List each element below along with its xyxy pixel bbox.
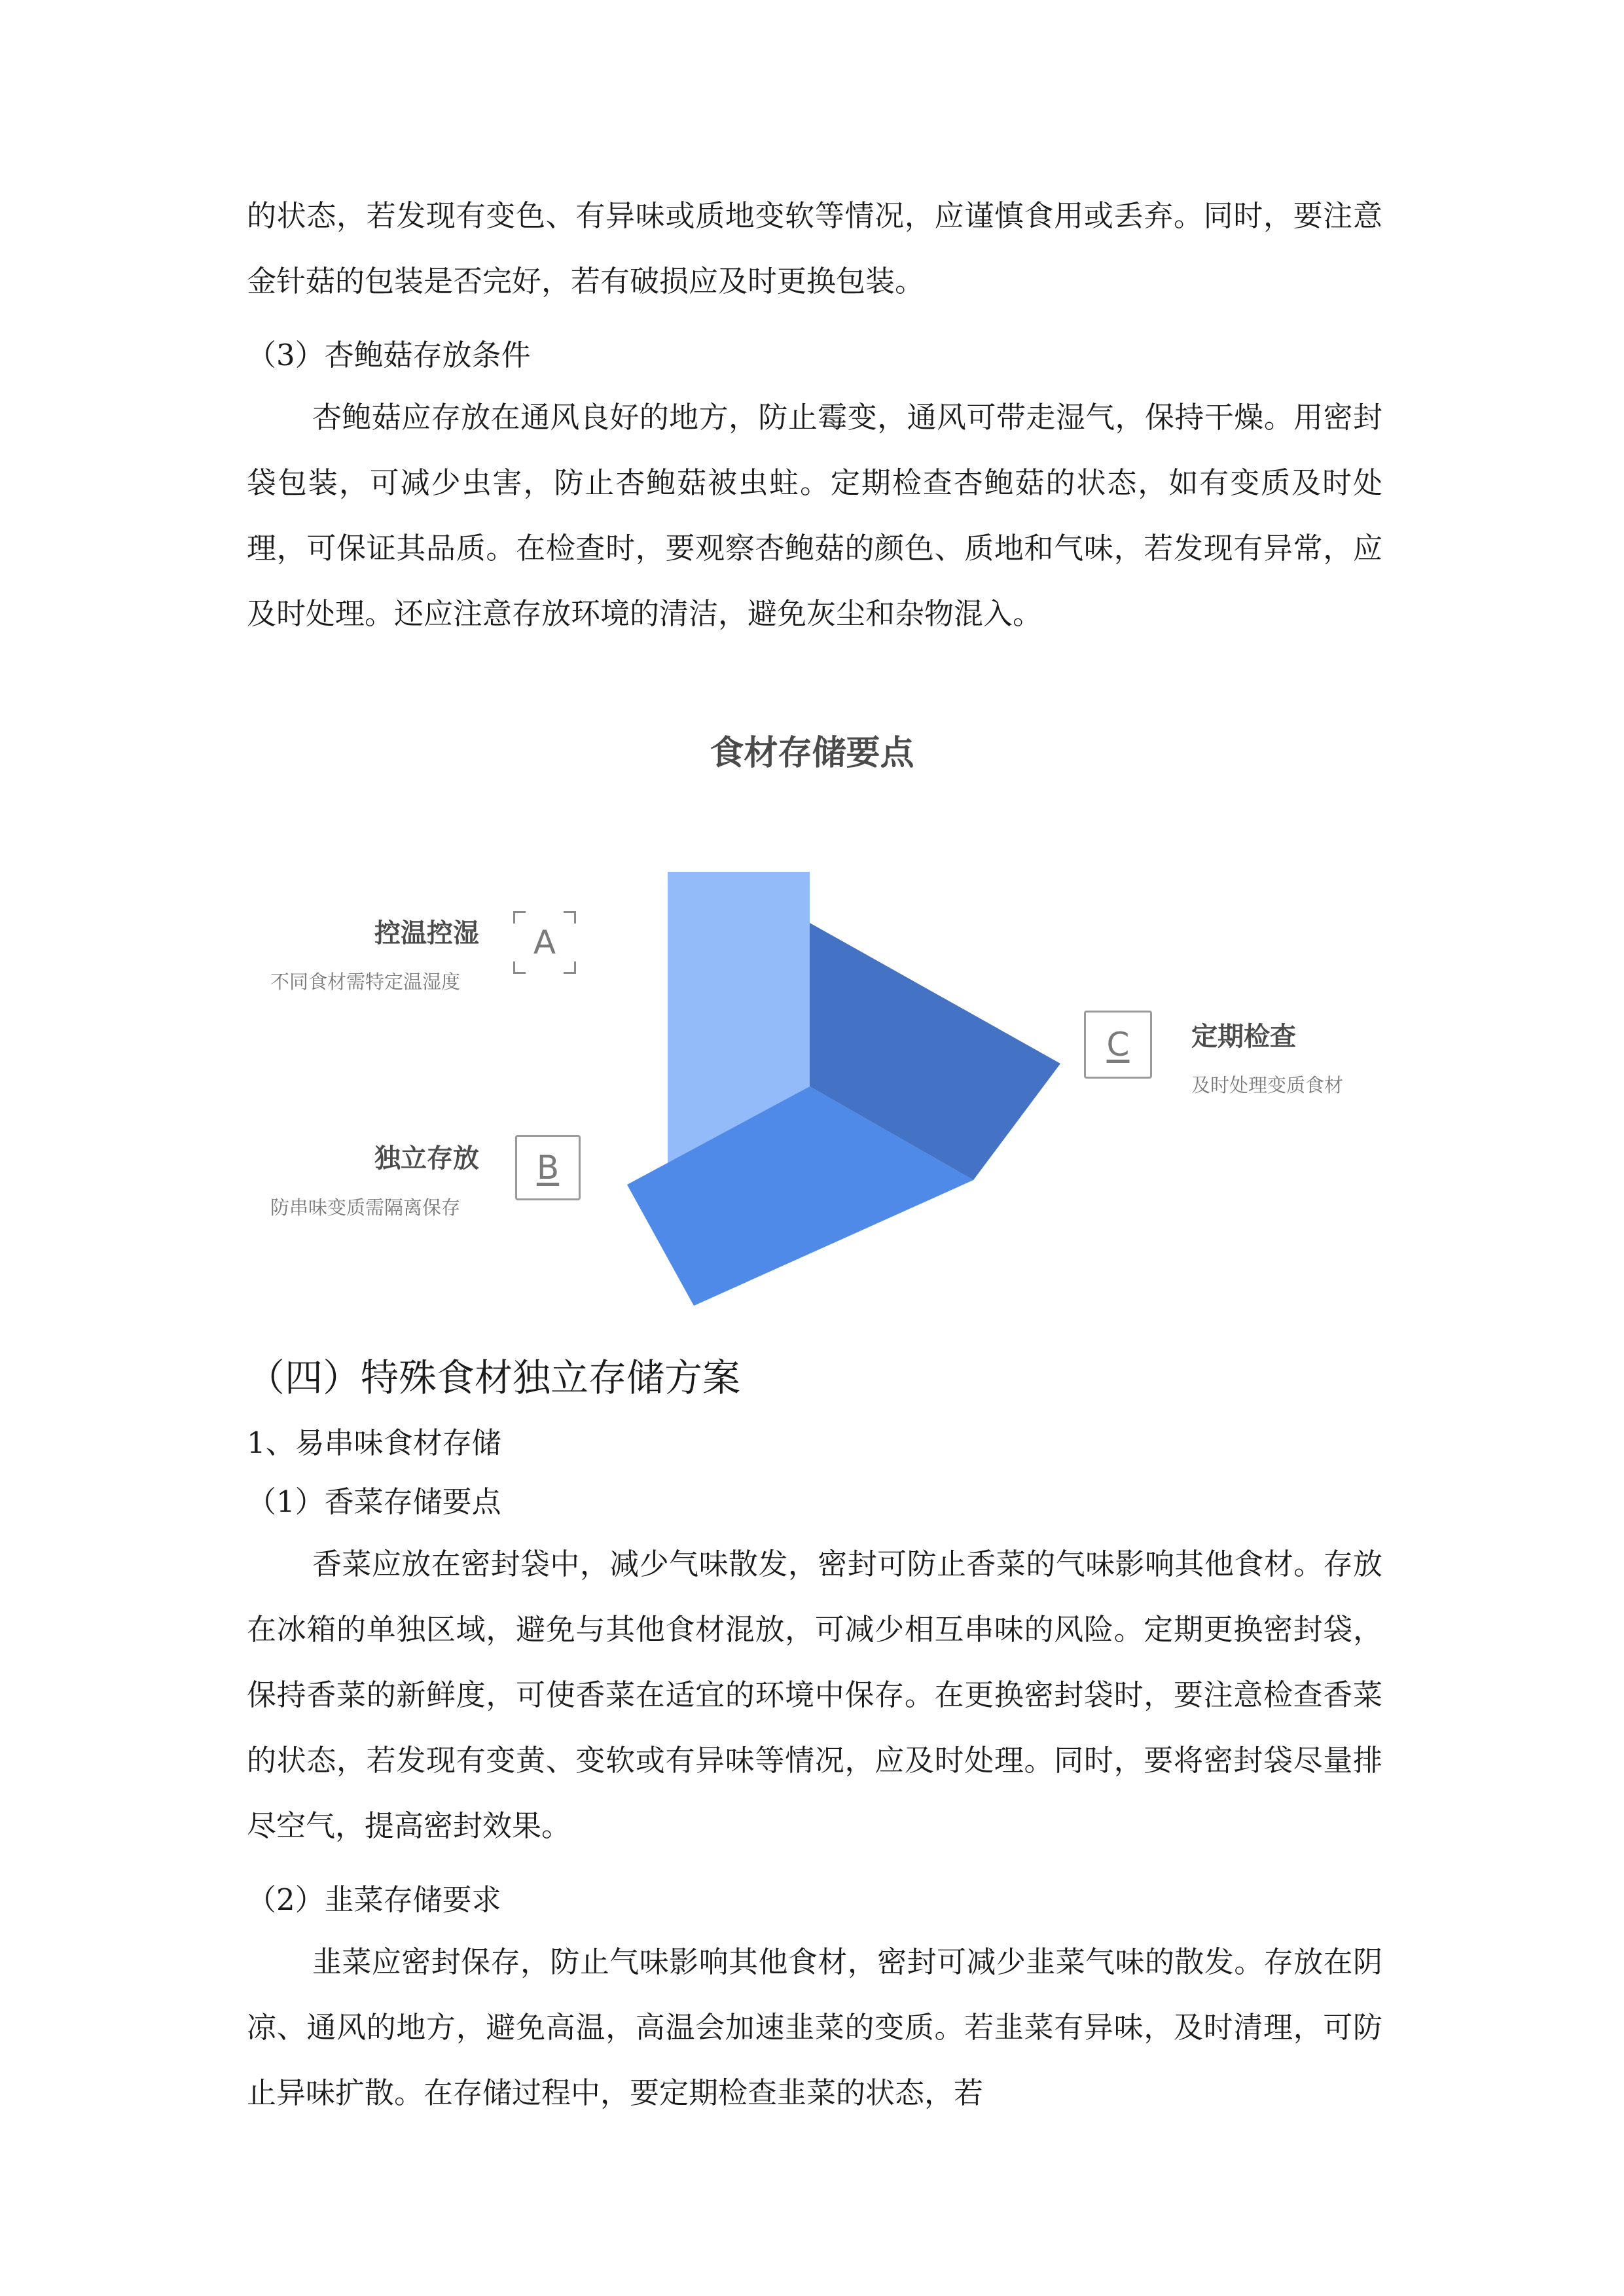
item1-heading: （1）香菜存储要点 <box>247 1484 501 1519</box>
desc-separate-storage: 防串味变质需隔离保存 <box>270 1196 461 1219</box>
item1-paragraph: 香菜应放在密封袋中，减少气味散发，密封可防止香菜的气味影响其他食材。存放在冰箱的单独区域，避免与其他食材混放，可减少相互串味的风险。定期更换密封袋，保持香菜的新鲜度，可使香菜在适宜的环境中保存。在更换密封袋时，要注意检查香菜的状态，若发现有变黄、变软或有异味等情况，应及时处理。同时，要将密封袋尽量排尽空气，提高密封效果。 <box>247 1547 1382 1843</box>
badge-c <box>1084 1011 1152 1079</box>
section3-heading: （3）杏鲍菇存放条件 <box>247 338 531 372</box>
badge-b-letter: B <box>536 1149 560 1187</box>
label-control-temp: 控温控湿 <box>374 918 479 948</box>
diagram-title: 食材存储要点 <box>710 734 914 773</box>
sub-heading: 1、易串味食材存储 <box>247 1426 501 1460</box>
desc-regular-check: 及时处理变质食材 <box>1191 1074 1344 1096</box>
item2-paragraph: 韭菜应密封保存，防止气味影响其他食材，密封可减少韭菜气味的散发。存放在阴凉、通风的地方，避免高温，高温会加速韭菜的变质。若韭菜有异味，及时清理，可防止异味扩散。在存储过程中，要定期检查韭菜的状态，若 <box>247 1945 1382 2110</box>
label-regular-check: 定期检查 <box>1191 1022 1296 1052</box>
continuation-paragraph: 的状态，若发现有变色、有异味或质地变软等情况，应谨慎食用或丢弃。同时，要注意金针菇的包装是否完好，若有破损应及时更换包装。 <box>247 198 1382 298</box>
badge-c-letter: C <box>1106 1026 1130 1064</box>
chapter-heading: （四）特殊食材独立存储方案 <box>247 1355 741 1400</box>
badge-a <box>513 911 576 974</box>
badge-b <box>515 1135 581 1200</box>
badge-a-letter: A <box>533 924 556 961</box>
desc-control-temp: 不同食材需特定温湿度 <box>270 971 461 993</box>
bottom-text-block <box>247 1342 1382 2126</box>
label-separate-storage: 独立存放 <box>374 1143 479 1174</box>
item2-heading: （2）韭菜存储要求 <box>247 1882 501 1917</box>
section3-paragraph: 杏鲍菇应存放在通风良好的地方，防止霉变，通风可带走湿气，保持干燥。用密封袋包装，可减少虫害，防止杏鲍菇被虫蛀。定期检查杏鲍菇的状态，如有变质及时处理，可保证其品质。在检查时，要观察杏鲍菇的颜色、质地和气味，若发现有异常，应及时处理。还应注意存放环境的清洁，避免灰尘和杂物混入。 <box>247 400 1382 631</box>
